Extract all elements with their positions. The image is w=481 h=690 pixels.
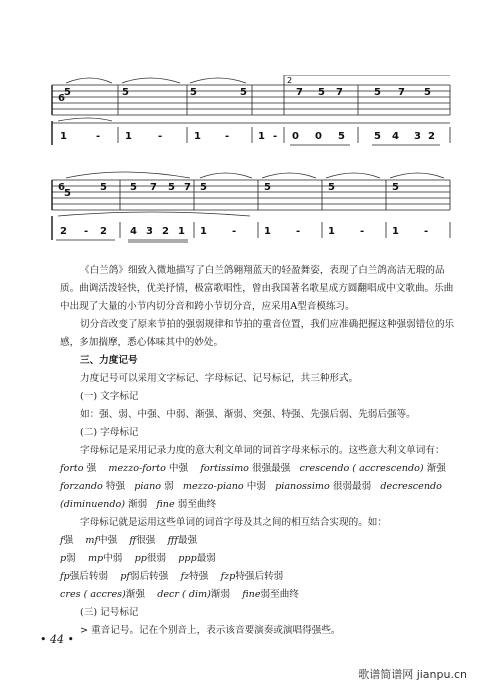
svg-text:5: 5 xyxy=(130,182,137,193)
staff2-num: - xyxy=(296,226,301,237)
staff2-num: - xyxy=(84,226,89,237)
staff2-num: 2 xyxy=(162,226,169,237)
svg-text:5: 5 xyxy=(392,182,399,193)
staff1-num: 4 xyxy=(392,131,399,142)
svg-text:6: 6 xyxy=(58,182,65,193)
term-meaning: 中强 xyxy=(168,463,189,474)
dyn-meaning: 很弱 xyxy=(146,553,167,564)
staff2-num: - xyxy=(424,226,429,237)
term-meaning: 渐强 xyxy=(426,463,446,474)
dyn-meaning: 特强 xyxy=(189,571,209,582)
staff2-tab-frets xyxy=(58,182,399,199)
staff2-num: - xyxy=(232,226,237,237)
dyn-meaning: 渐弱 xyxy=(210,589,231,600)
staff1-num: 5 xyxy=(338,131,345,142)
tab-staff-2-svg xyxy=(0,170,481,245)
measure-number: 2 xyxy=(287,76,293,85)
svg-text:7: 7 xyxy=(150,182,157,193)
term: fortissimo xyxy=(200,463,249,474)
svg-text:5: 5 xyxy=(200,182,207,193)
staff1-tab-frets xyxy=(58,87,431,104)
staff2-num: - xyxy=(360,226,365,237)
term: pianossimo xyxy=(275,481,330,492)
paragraph-accent: > 重音记号。记在个别音上，表示该音要演奏或演唱得强些。 xyxy=(80,625,341,636)
svg-text:5: 5 xyxy=(190,87,197,98)
dyn-meaning: 强后转弱 xyxy=(69,571,109,582)
term: mezzo-forto xyxy=(108,463,166,474)
svg-text:5: 5 xyxy=(100,182,107,193)
term: (diminuendo) xyxy=(60,499,125,510)
paragraph-letter-marks: 字母标记是采用记录力度的意大利文单词的词首字母来标示的。这些意大利文单词有： xyxy=(80,445,445,456)
svg-text:7: 7 xyxy=(184,182,191,193)
term-line-2 xyxy=(60,478,455,496)
dyn-meaning: 最强 xyxy=(177,535,198,546)
dyn-symbol: p xyxy=(60,553,67,564)
svg-text:7: 7 xyxy=(398,87,405,98)
term-line-1 xyxy=(60,460,455,478)
paragraph-syncopation: 切分音改变了原来节拍的强弱规律和节拍的重音位置，我们应准确把握这种强弱错位的乐感，多加揣摩，悉心体味其中的妙处。 xyxy=(60,319,455,348)
svg-text:5: 5 xyxy=(264,182,271,193)
term: forto xyxy=(60,463,84,474)
term-meaning: 渐弱 xyxy=(128,499,148,510)
dyn-symbol: ppp xyxy=(178,553,197,564)
dyn-symbol: fz xyxy=(180,571,190,582)
dyn-line-2 xyxy=(60,550,455,568)
svg-text:5: 5 xyxy=(64,87,71,98)
svg-text:6: 6 xyxy=(58,93,65,104)
term-meaning: 很强最强 xyxy=(252,463,291,474)
dyn-line-4 xyxy=(60,586,455,604)
svg-text:7: 7 xyxy=(296,87,303,98)
dyn-line-3 xyxy=(60,568,455,586)
dyn-symbol: mf xyxy=(85,535,99,546)
staff2-num: 1 xyxy=(178,226,185,237)
staff2-num: 2 xyxy=(60,226,67,237)
staff1-num: 0 xyxy=(315,131,322,142)
subheading-symbol-marks: (三) 记号标记 xyxy=(80,607,139,618)
body-text xyxy=(60,262,455,640)
term: forzando xyxy=(60,481,103,492)
paragraph-combination: 字母标记就是运用这些单词的词首字母及其之间的相互结合实现的。如： xyxy=(80,517,387,528)
staff1-num: 2 xyxy=(428,131,435,142)
staff1-num: 1 xyxy=(125,131,132,142)
staff1-num: 5 xyxy=(374,131,381,142)
dyn-meaning: 中强 xyxy=(98,535,118,546)
svg-text:5: 5 xyxy=(318,87,325,98)
dyn-meaning: 很强 xyxy=(136,535,156,546)
staff2-num: 1 xyxy=(264,226,271,237)
staff1-num: - xyxy=(158,131,163,142)
subheading-text-marks: (一) 文字标记 xyxy=(80,391,139,402)
staff1-num: - xyxy=(225,131,230,142)
dyn-symbol: f xyxy=(60,535,64,546)
dyn-meaning: 弱 xyxy=(66,553,76,564)
term-meaning: 很弱最弱 xyxy=(332,481,372,492)
staff1-num: - xyxy=(96,131,101,142)
dyn-symbol: pf xyxy=(120,571,130,582)
dyn-meaning: 最弱 xyxy=(196,553,216,564)
svg-text:5: 5 xyxy=(374,87,381,98)
term-line-3 xyxy=(60,496,455,514)
svg-text:5: 5 xyxy=(240,87,247,98)
term-meaning: 特强 xyxy=(105,481,126,492)
dyn-meaning: 强 xyxy=(63,535,74,546)
dyn-symbol: fp xyxy=(60,571,70,582)
paragraph-text-marks: 如：强、弱、中强、中弱、渐强、渐弱、突强、特强、先强后弱、先弱后强等。 xyxy=(80,409,416,420)
subheading-letter-marks: (二) 字母标记 xyxy=(80,427,139,438)
svg-text:7: 7 xyxy=(336,87,343,98)
svg-text:5: 5 xyxy=(328,182,335,193)
staff1-num: - xyxy=(273,131,278,142)
term: piano xyxy=(134,481,162,492)
dyn-line-1 xyxy=(60,532,455,550)
page-number: • 44 • xyxy=(40,633,74,646)
term: mezzo-piano xyxy=(182,481,244,492)
svg-text:5: 5 xyxy=(64,188,71,199)
staff1-num: 3 xyxy=(414,131,421,142)
term-meaning: 强 xyxy=(86,463,97,474)
staff2-num: 1 xyxy=(328,226,335,237)
term-meaning: 弱至曲终 xyxy=(177,499,217,510)
staff2-num: 1 xyxy=(200,226,207,237)
term-meaning: 弱 xyxy=(164,481,174,492)
dyn-symbol: cres ( accres) xyxy=(60,589,126,600)
tab-staff-1-svg xyxy=(0,75,481,150)
staff2-num: 4 xyxy=(130,226,137,237)
staff2-num: 3 xyxy=(146,226,153,237)
svg-text:5: 5 xyxy=(168,182,175,193)
dyn-symbol: decr ( dim) xyxy=(157,589,211,600)
tab-staff-1 xyxy=(0,75,481,150)
staff1-num: 1 xyxy=(194,131,201,142)
paragraph-intro: 《白兰鸽》细致入微地描写了白兰鸽翱翔蓝天的轻盈舞姿，表现了白兰鸽高洁无瑕的品质。曲调活泼轻快，优美抒情，极富歌唱性，曾由我国著名歌星成方圆翻唱成中文歌曲。乐曲中出现了大量的小节内切分音和跨小节切分音，应采用A型音模练习。 xyxy=(60,265,454,312)
staff1-num: 1 xyxy=(60,131,67,142)
staff2-num: 2 xyxy=(100,226,107,237)
term-meaning: 中弱 xyxy=(246,481,266,492)
watermark: 歌谱简谱网 jianpu.cn xyxy=(358,668,467,681)
dyn-symbol: fff xyxy=(167,535,178,546)
dyn-meaning: 弱后转强 xyxy=(129,571,169,582)
dyn-symbol: mp xyxy=(87,553,104,564)
dyn-meaning: 特强后转弱 xyxy=(235,571,284,582)
term: fine xyxy=(156,499,175,510)
dyn-symbol: pp xyxy=(134,553,147,564)
dyn-symbol: ff xyxy=(129,535,137,546)
staff1-num: 0 xyxy=(292,131,299,142)
term: decrescendo xyxy=(380,481,442,492)
tab-staff-2 xyxy=(0,170,481,245)
dyn-meaning: 渐强 xyxy=(125,589,145,600)
section-heading: 三、力度记号 xyxy=(80,355,138,366)
paragraph-dynamics: 力度记号可以采用文字标记、字母标记、记号标记，共三种形式。 xyxy=(80,373,359,384)
staff2-num: 1 xyxy=(392,226,399,237)
dyn-meaning: 弱至曲终 xyxy=(260,589,299,600)
staff1-num: 1 xyxy=(258,131,265,142)
dyn-symbol: fzp xyxy=(220,571,236,582)
dyn-meaning: 中弱 xyxy=(103,553,123,564)
svg-text:5: 5 xyxy=(424,87,431,98)
dyn-symbol: fine xyxy=(242,589,261,600)
term: crescendo ( accrescendo) xyxy=(299,463,424,474)
svg-text:5: 5 xyxy=(122,87,129,98)
